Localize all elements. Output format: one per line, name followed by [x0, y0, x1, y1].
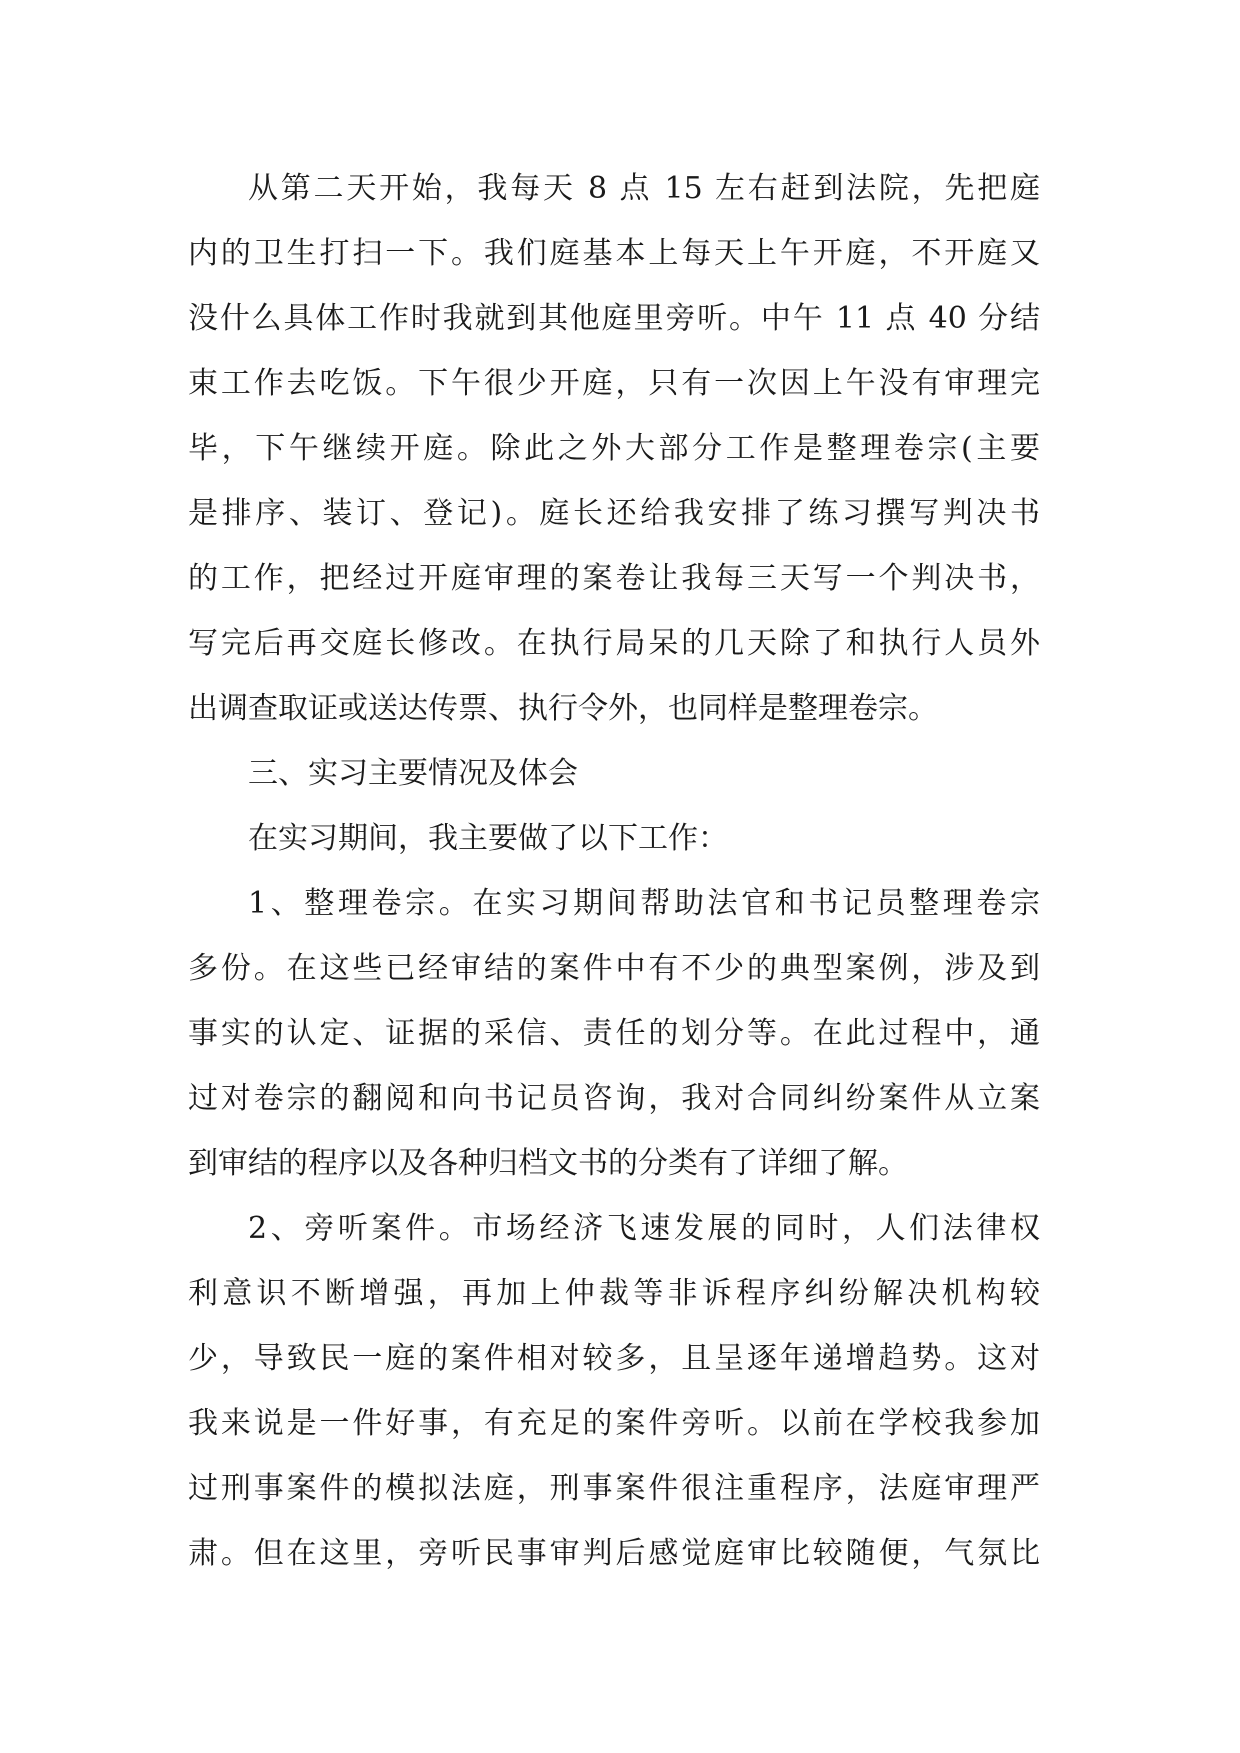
text-line: 事实的认定、证据的采信、责任的划分等。在此过程中，通 — [188, 1016, 1040, 1051]
text-line: 在实习期间，我主要做了以下工作： — [248, 821, 728, 856]
text-line: 少，导致民一庭的案件相对较多，且呈逐年递增趋势。这对 — [188, 1341, 1040, 1376]
text-line: 的工作，把经过开庭审理的案卷让我每三天写一个判决书， — [188, 561, 1040, 596]
text-line: 1、整理卷宗。在实习期间帮助法官和书记员整理卷宗 — [248, 886, 1040, 921]
text-line: 写完后再交庭长修改。在执行局呆的几天除了和执行人员外 — [188, 626, 1040, 661]
text-line: 过对卷宗的翻阅和向书记员咨询，我对合同纠纷案件从立案 — [188, 1081, 1040, 1116]
text-line: 利意识不断增强，再加上仲裁等非诉程序纠纷解决机构较 — [188, 1276, 1040, 1311]
text-line: 多份。在这些已经审结的案件中有不少的典型案例，涉及到 — [188, 951, 1040, 986]
text-line: 没什么具体工作时我就到其他庭里旁听。中午 11 点 40 分结 — [188, 301, 1040, 336]
text-line: 毕，下午继续开庭。除此之外大部分工作是整理卷宗(主要 — [188, 431, 1040, 466]
text-line: 是排序、装订、登记)。庭长还给我安排了练习撰写判决书 — [188, 496, 1040, 531]
text-line: 2、旁听案件。市场经济飞速发展的同时，人们法律权 — [248, 1211, 1040, 1246]
text-line: 过刑事案件的模拟法庭，刑事案件很注重程序，法庭审理严 — [188, 1471, 1040, 1506]
text-line: 到审结的程序以及各种归档文书的分类有了详细了解。 — [188, 1146, 908, 1181]
text-line: 肃。但在这里，旁听民事审判后感觉庭审比较随便，气氛比 — [188, 1536, 1040, 1571]
text-line: 我来说是一件好事，有充足的案件旁听。以前在学校我参加 — [188, 1406, 1040, 1441]
text-line: 束工作去吃饭。下午很少开庭，只有一次因上午没有审理完 — [188, 366, 1040, 401]
text-line: 从第二天开始，我每天 8 点 15 左右赶到法院，先把庭 — [248, 171, 1040, 206]
text-line: 出调查取证或送达传票、执行令外，也同样是整理卷宗。 — [188, 691, 938, 726]
document-body — [188, 156, 1040, 1586]
text-line: 内的卫生打扫一下。我们庭基本上每天上午开庭，不开庭又 — [188, 236, 1040, 271]
section-heading: 三、实习主要情况及体会 — [248, 756, 578, 791]
